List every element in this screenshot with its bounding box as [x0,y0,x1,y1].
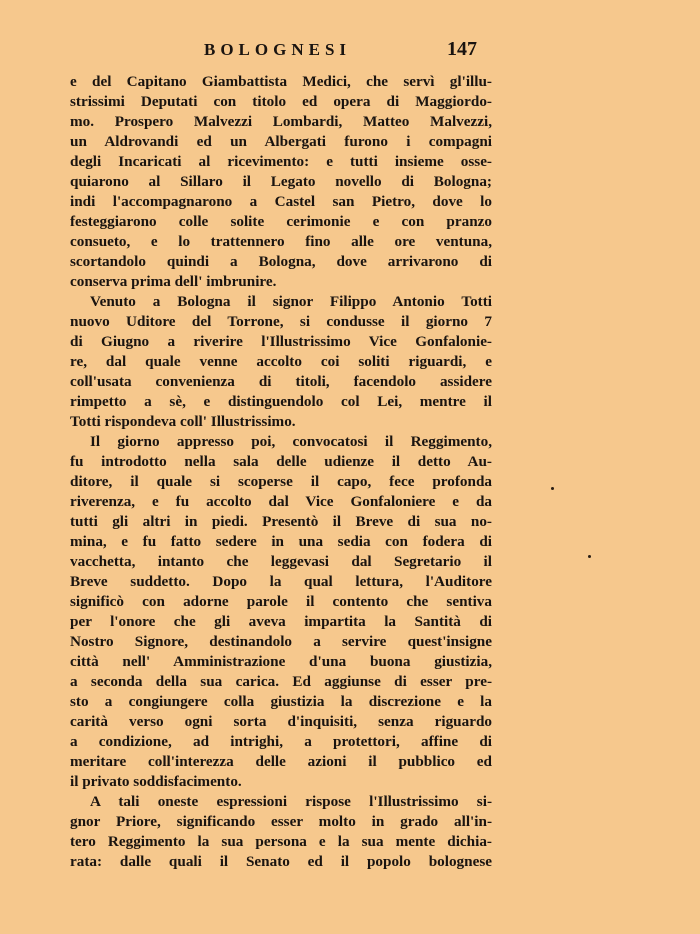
text-line: carità verso ogni sorta d'inquisiti, senza riguardo [70,713,492,730]
text-line: riverenza, e fu accolto dal Vice Gonfaloniere e da [70,493,492,510]
text-line: a condizione, ad intrighi, a protettori, affine di [70,733,492,750]
text-line: strissimi Deputati con titolo ed opera di Maggiordo- [70,93,492,110]
text-line: un Aldrovandi ed un Albergati furono i compagni [70,133,492,150]
text-line: vacchetta, intanto che leggevasi dal Segretario il [70,553,492,570]
text-line: e del Capitano Giambattista Medici, che servì gl'illu- [70,73,492,90]
text-line: conserva prima dell' imbrunire. [70,273,277,290]
text-line: degli Incaricati al ricevimento: e tutti insieme osse- [70,153,492,170]
ink-speck [551,487,554,490]
text-line: tero Reggimento la sua persona e la sua mente dichia- [70,833,492,850]
text-line: scortandolo quindi a Bologna, dove arrivarono di [70,253,492,270]
text-line: a seconda della sua carica. Ed aggiunse di esser pre- [70,673,492,690]
text-line: re, dal quale venne accolto coi soliti riguardi, e [70,353,492,370]
text-line: gnor Priore, significando esser molto in grado all'in- [70,813,492,830]
text-line: festeggiarono colle solite cerimonie e con pranzo [70,213,492,230]
text-line: tutti gli altri in piedi. Presentò il Breve di sua no- [70,513,492,530]
running-head: BOLOGNESI [204,40,352,59]
text-line: mina, e fu fatto sedere in una sedia con fodera di [70,533,492,550]
text-line: significò con adorne parole il contento che sentiva [70,593,492,610]
text-line: Venuto a Bologna il signor Filippo Antonio Totti [90,293,492,310]
body-text [70,72,492,872]
text-line: ditore, il quale si scoperse il capo, fece profonda [70,473,492,490]
text-line: meritare coll'interezza delle azioni il pubblico ed [70,753,492,770]
text-line: Nostro Signore, destinandolo a servire quest'insigne [70,633,492,650]
text-line: il privato soddisfacimento. [70,773,242,790]
text-line: sto a congiungere colla giustizia la discrezione e la [70,693,492,710]
text-line: mo. Prospero Malvezzi Lombardi, Matteo Malvezzi, [70,113,492,130]
text-line: Breve suddetto. Dopo la qual lettura, l'Auditore [70,573,492,590]
ink-speck [588,555,591,558]
text-line: per l'onore che gli aveva impartita la Santità di [70,613,492,630]
text-line: Il giorno appresso poi, convocatosi il Reggimento, [90,433,492,450]
text-line: indi l'accompagnarono a Castel san Pietro, dove lo [70,193,492,210]
page-number: 147 [447,38,477,60]
text-line: nuovo Uditore del Torrone, si condusse il giorno 7 [70,313,492,330]
text-line: consueto, e lo trattennero fino alle ore ventuna, [70,233,492,250]
text-line: rata: dalle quali il Senato ed il popolo bolognese [70,853,492,870]
text-line: di Giugno a riverire l'Illustrissimo Vice Gonfalonie- [70,333,492,350]
text-line: città nell' Amministrazione d'una buona giustizia, [70,653,492,670]
text-line: A tali oneste espressioni rispose l'Illustrissimo si- [90,793,492,810]
text-line: fu introdotto nella sala delle udienze il detto Au- [70,453,492,470]
text-line: Totti rispondeva coll' Illustrissimo. [70,413,296,430]
text-line: coll'usata convenienza di titoli, facendolo assidere [70,373,492,390]
text-line: quiarono al Sillaro il Legato novello di Bologna; [70,173,492,190]
text-line: rimpetto a sè, e distinguendolo col Lei, mentre il [70,393,492,410]
